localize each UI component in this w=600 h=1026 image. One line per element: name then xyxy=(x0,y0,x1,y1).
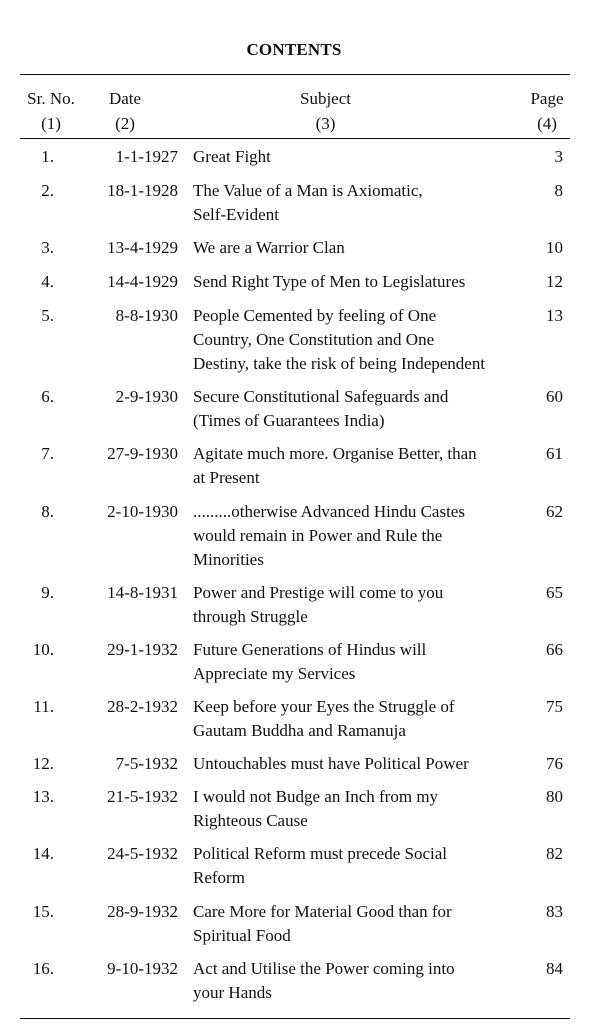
row-page: 84 xyxy=(546,959,563,978)
row-page: 82 xyxy=(546,844,563,863)
row-subject-line: Appreciate my Services xyxy=(193,664,356,683)
row-subject xyxy=(193,695,533,743)
row-subject-line: Send Right Type of Men to Legislatures xyxy=(193,272,466,291)
row-subject-line: Secure Constitutional Safeguards and xyxy=(193,387,449,406)
row-page: 61 xyxy=(546,444,563,463)
row-date: 21-5-1932 xyxy=(107,787,178,806)
row-subject xyxy=(193,236,533,260)
row-subject-line: Power and Prestige will come to you xyxy=(193,583,444,602)
row-subject-line: Reform xyxy=(193,868,245,887)
header-date-index: (2) xyxy=(115,114,135,133)
table-row xyxy=(0,385,600,433)
row-subject-line: through Struggle xyxy=(193,607,308,626)
table-row xyxy=(0,179,600,227)
row-page: 76 xyxy=(546,754,563,773)
row-date: 18-1-1928 xyxy=(107,181,178,200)
row-date: 13-4-1929 xyxy=(107,238,178,257)
row-subject-line: The Value of a Man is Axiomatic, xyxy=(193,181,423,200)
row-subject-line: Self-Evident xyxy=(193,205,279,224)
row-sr-no: 12. xyxy=(32,754,54,773)
page-title: CONTENTS xyxy=(246,40,342,59)
row-page: 65 xyxy=(546,583,563,602)
row-page: 10 xyxy=(546,238,563,257)
row-date: 28-2-1932 xyxy=(107,697,178,716)
header-subject xyxy=(193,86,458,136)
row-subject xyxy=(193,270,533,294)
row-sr-no: 7. xyxy=(41,444,54,463)
row-page: 62 xyxy=(546,502,563,521)
table-row xyxy=(0,145,600,169)
header-date-label: Date xyxy=(108,89,142,108)
row-date: 2-10-1930 xyxy=(107,502,178,521)
row-date: 24-5-1932 xyxy=(107,844,178,863)
row-subject xyxy=(193,785,533,833)
row-date: 1-1-1927 xyxy=(115,147,178,166)
row-subject xyxy=(193,442,533,490)
row-page: 3 xyxy=(554,147,563,166)
row-subject xyxy=(193,500,533,572)
row-sr-no: 15. xyxy=(32,902,54,921)
table-row xyxy=(0,500,600,572)
row-sr-no: 10. xyxy=(32,640,54,659)
row-sr-no: 13. xyxy=(32,787,54,806)
row-subject-line: would remain in Power and Rule the xyxy=(193,526,443,545)
row-subject xyxy=(193,900,533,948)
row-subject xyxy=(193,304,533,376)
row-date: 2-9-1930 xyxy=(115,387,178,406)
header-sr-no-label: Sr. No. xyxy=(27,89,75,108)
row-subject xyxy=(193,581,533,629)
row-subject-line: Future Generations of Hindus will xyxy=(193,640,427,659)
top-rule xyxy=(20,74,570,75)
row-page: 66 xyxy=(546,640,563,659)
row-date: 7-5-1932 xyxy=(115,754,178,773)
header-page-label: Page xyxy=(530,89,564,108)
row-subject-line: .........otherwise Advanced Hindu Castes xyxy=(193,502,465,521)
row-sr-no: 14. xyxy=(32,844,54,863)
row-sr-no: 9. xyxy=(41,583,54,602)
row-sr-no: 11. xyxy=(33,697,54,716)
row-subject-line: Care More for Material Good than for xyxy=(193,902,452,921)
header-sr-no xyxy=(22,86,80,136)
table-row xyxy=(0,638,600,686)
table-row xyxy=(0,957,600,1005)
row-subject xyxy=(193,179,533,227)
row-sr-no: 16. xyxy=(32,959,54,978)
row-subject xyxy=(193,145,533,169)
row-subject-line: at Present xyxy=(193,468,260,487)
row-page: 13 xyxy=(546,306,563,325)
header-page xyxy=(520,86,574,136)
table-row xyxy=(0,752,600,776)
row-sr-no: 8. xyxy=(41,502,54,521)
row-date: 28-9-1932 xyxy=(107,902,178,921)
row-sr-no: 2. xyxy=(41,181,54,200)
row-subject-line: Untouchables must have Political Power xyxy=(193,754,469,773)
row-subject-line: Gautam Buddha and Ramanuja xyxy=(193,721,406,740)
row-sr-no: 6. xyxy=(41,387,54,406)
table-row xyxy=(0,304,600,376)
row-sr-no: 5. xyxy=(41,306,54,325)
row-subject-line: your Hands xyxy=(193,983,272,1002)
row-date: 27-9-1930 xyxy=(107,444,178,463)
row-sr-no: 1. xyxy=(41,147,54,166)
row-subject-line: We are a Warrior Clan xyxy=(193,238,345,257)
row-date: 14-4-1929 xyxy=(107,272,178,291)
row-date: 29-1-1932 xyxy=(107,640,178,659)
row-date: 9-10-1932 xyxy=(107,959,178,978)
table-row xyxy=(0,785,600,833)
row-subject xyxy=(193,752,533,776)
row-subject-line: Act and Utilise the Power coming into xyxy=(193,959,455,978)
header-date xyxy=(96,86,154,136)
row-date: 14-8-1931 xyxy=(107,583,178,602)
row-subject-line: Political Reform must precede Social xyxy=(193,844,447,863)
row-page: 80 xyxy=(546,787,563,806)
header-rule xyxy=(20,138,570,139)
table-row xyxy=(0,695,600,743)
row-page: 8 xyxy=(554,181,563,200)
row-subject-line: Spiritual Food xyxy=(193,926,291,945)
row-subject-line: (Times of Guarantees India) xyxy=(193,411,385,430)
row-sr-no: 3. xyxy=(41,238,54,257)
header-subject-label: Subject xyxy=(300,89,351,108)
row-page: 60 xyxy=(546,387,563,406)
row-subject-line: Agitate much more. Organise Better, than xyxy=(193,444,477,463)
row-date: 8-8-1930 xyxy=(115,306,178,325)
row-sr-no: 4. xyxy=(41,272,54,291)
row-subject xyxy=(193,385,533,433)
table-row xyxy=(0,581,600,629)
row-subject-line: Great Fight xyxy=(193,147,271,166)
row-page: 12 xyxy=(546,272,563,291)
row-subject-line: Keep before your Eyes the Struggle of xyxy=(193,697,455,716)
header-page-index: (4) xyxy=(537,114,557,133)
row-subject-line: Destiny, take the risk of being Independent xyxy=(193,354,486,373)
row-page: 83 xyxy=(546,902,563,921)
header-sr-no-index: (1) xyxy=(41,114,61,133)
row-page: 75 xyxy=(546,697,563,716)
row-subject xyxy=(193,638,533,686)
row-subject-line: I would not Budge an Inch from my xyxy=(193,787,439,806)
table-row xyxy=(0,900,600,948)
header-subject-index: (3) xyxy=(315,114,336,133)
row-subject xyxy=(193,842,533,890)
row-subject-line: Minorities xyxy=(193,550,264,569)
row-subject-line: People Cemented by feeling of One xyxy=(193,306,437,325)
bottom-rule xyxy=(20,1018,570,1019)
table-row xyxy=(0,236,600,260)
row-subject-line: Righteous Cause xyxy=(193,811,308,830)
row-subject xyxy=(193,957,533,1005)
table-row xyxy=(0,270,600,294)
table-row xyxy=(0,842,600,890)
row-subject-line: Country, One Constitution and One xyxy=(193,330,435,349)
table-row xyxy=(0,442,600,490)
